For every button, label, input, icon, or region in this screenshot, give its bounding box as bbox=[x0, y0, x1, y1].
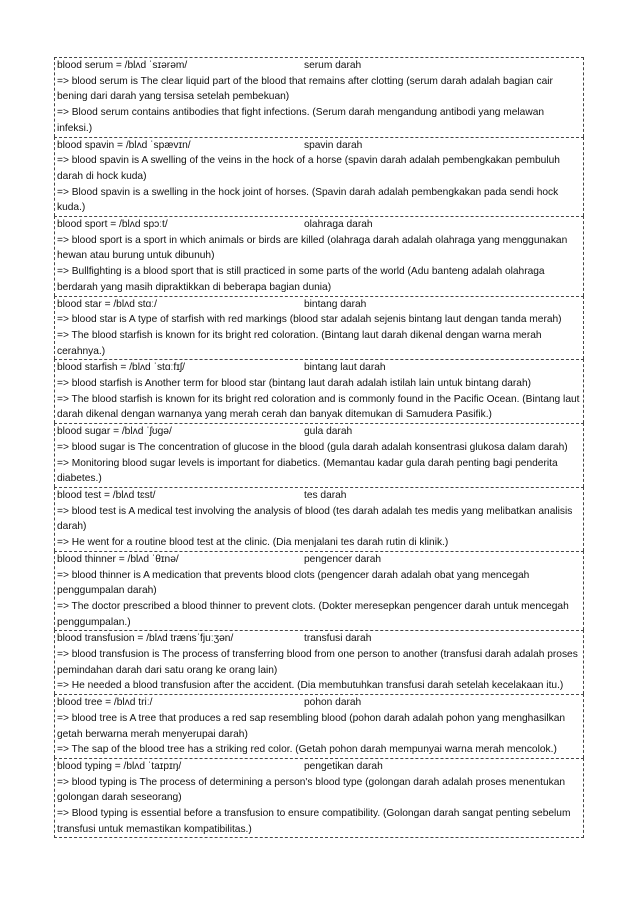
entry-blood-test bbox=[54, 487, 584, 551]
vocabulary-list bbox=[54, 57, 584, 838]
entry-translation: bintang laut darah bbox=[304, 362, 386, 374]
entry-blood-thinner bbox=[54, 551, 584, 631]
entry-definition: => blood starfish is Another term for blood star (bintang laut darah adalah istilah lain untuk bintang darah) bbox=[57, 378, 532, 390]
entry-definition: => blood thinner is A medication that prevents blood clots (pengencer darah adalah obat yang mencegah penggumpalan darah) bbox=[57, 569, 530, 597]
entry-header bbox=[57, 552, 581, 568]
entry-translation: serum darah bbox=[304, 60, 362, 71]
entry-term: blood sport = /blʌd spɔːt/ bbox=[57, 219, 168, 231]
entry-definition: => blood test is A medical test involving the analysis of blood (tes darah adalah tes medis yang melibatkan analisis darah) bbox=[57, 505, 573, 533]
entry-term: blood tree = /blʌd triː/ bbox=[57, 697, 153, 709]
entry-example: => Bullfighting is a blood sport that is still practiced in some parts of the world (Adu banteng adalah olahraga berdarah yang masih dipraktikkan di beberapa bagian dunia) bbox=[57, 266, 545, 293]
entry-definition: => blood transfusion is The process of transferring blood from one person to another (transfusi darah adalah proses pemindahan darah dari satu orang ke orang lain) bbox=[57, 649, 578, 676]
entry-header bbox=[57, 58, 581, 74]
entry-definition: => blood tree is A tree that produces a red sap resembling blood (pohon darah adalah pohon yang menghasilkan getah berwarna merah menyerupai darah) bbox=[57, 712, 566, 740]
entry-definition: => blood star is A type of starfish with red markings (blood star adalah sejenis bintang laut dengan tanda merah) bbox=[57, 314, 562, 326]
entry-definition: => blood serum is The clear liquid part of the blood that remains after clotting (serum darah adalah bagian cair bening dari darah yang tersisa setelah pembekuan) bbox=[57, 75, 553, 103]
entry-translation: pohon darah bbox=[304, 697, 362, 709]
entry-definition: => blood typing is The process of determining a person's blood type (golongan darah adalah proses menentukan golongan darah seseorang) bbox=[57, 776, 566, 804]
entry-header bbox=[57, 297, 581, 313]
entry-term: blood thinner = /blʌd ˈθɪnə/ bbox=[57, 553, 179, 565]
entry-blood-starfish bbox=[54, 359, 584, 423]
entry-example: => Blood serum contains antibodies that fight infections. (Serum darah mengandung antibodi yang melawan infeksi.) bbox=[57, 107, 545, 134]
entry-example: => The doctor prescribed a blood thinner to prevent clots. (Dokter meresepkan pengencer darah untuk mencegah penggumpalan.) bbox=[57, 600, 569, 628]
entry-example: => The sap of the blood tree has a striking red color. (Getah pohon darah mempunyai warna merah mencolok.) bbox=[57, 744, 557, 756]
entry-example: => Blood typing is essential before a transfusion to ensure compatibility. (Golongan darah sangat penting sebelum transfusi untuk memastikan kompatibilitas.) bbox=[57, 808, 571, 835]
entry-translation: transfusi darah bbox=[304, 633, 372, 645]
entry-term: blood sugar = /blʌd ˈʃʊɡə/ bbox=[57, 426, 172, 438]
entry-translation: pengencer darah bbox=[304, 553, 382, 565]
entry-blood-sport bbox=[54, 216, 584, 296]
entry-term: blood serum = /blʌd ˈsɪərəm/ bbox=[57, 60, 188, 71]
entry-header bbox=[57, 217, 581, 233]
entry-blood-serum bbox=[54, 57, 584, 137]
entry-header bbox=[57, 759, 581, 775]
entry-definition: => blood sugar is The concentration of glucose in the blood (gula darah adalah konsentrasi glukosa dalam darah) bbox=[57, 441, 568, 453]
entry-example: => Monitoring blood sugar levels is important for diabetics. (Memantau kadar gula darah penting bagi penderita diabetes.) bbox=[57, 457, 558, 485]
entry-example: => Blood spavin is a swelling in the hock joint of horses. (Spavin darah adalah pembengkakan pada sendi hock kuda.) bbox=[57, 186, 559, 214]
entry-term: blood typing = /blʌd ˈtaɪpɪŋ/ bbox=[57, 760, 182, 772]
entry-example: => He went for a routine blood test at the clinic. (Dia menjalani tes darah rutin di klinik.) bbox=[57, 537, 449, 549]
entry-term: blood starfish = /blʌd ˈstɑːfɪʃ/ bbox=[57, 362, 185, 374]
entry-header bbox=[57, 360, 581, 376]
entry-header bbox=[57, 631, 581, 647]
entry-translation: olahraga darah bbox=[304, 219, 373, 231]
entry-example: => He needed a blood transfusion after the accident. (Dia membutuhkan transfusi darah setelah kecelakaan itu.) bbox=[57, 680, 564, 692]
entry-translation: gula darah bbox=[304, 426, 353, 438]
entry-definition: => blood spavin is A swelling of the veins in the hock of a horse (spavin darah adalah pembengkakan pembuluh darah di hock kuda) bbox=[57, 155, 560, 182]
entry-example: => The blood starfish is known for its bright red coloration and is commonly found in the Pacific Ocean. (Bintang laut darah dikenal dengan warnanya yang merah cerah dan banyak ditemukan di Samudera Pasifik.) bbox=[57, 393, 580, 421]
entry-blood-transfusion bbox=[54, 630, 584, 694]
entry-example: => The blood starfish is known for its bright red coloration. (Bintang laut darah dikenal dengan warna merah cerahnya.) bbox=[57, 329, 542, 357]
entry-term: blood spavin = /blʌd ˈspævɪn/ bbox=[57, 139, 191, 151]
entry-term: blood star = /blʌd stɑː/ bbox=[57, 298, 157, 310]
entry-translation: pengetikan darah bbox=[304, 760, 383, 772]
entry-blood-star bbox=[54, 296, 584, 360]
entry-blood-spavin bbox=[54, 137, 584, 217]
entry-translation: spavin darah bbox=[304, 139, 363, 151]
entry-header bbox=[57, 424, 581, 440]
entry-definition: => blood sport is a sport in which animals or birds are killed (olahraga darah adalah olahraga yang menggunakan hewan atau burung untuk dibunuh) bbox=[57, 234, 568, 262]
entry-header bbox=[57, 488, 581, 504]
entry-translation: tes darah bbox=[304, 489, 347, 501]
entry-header bbox=[57, 695, 581, 711]
entry-term: blood transfusion = /blʌd trænsˈfjuːʒən/ bbox=[57, 633, 234, 645]
entry-term: blood test = /blʌd tɛst/ bbox=[57, 489, 156, 501]
entry-header bbox=[57, 138, 581, 154]
entry-blood-typing bbox=[54, 758, 584, 839]
entry-blood-sugar bbox=[54, 423, 584, 487]
entry-blood-tree bbox=[54, 694, 584, 758]
entry-translation: bintang darah bbox=[304, 298, 367, 310]
